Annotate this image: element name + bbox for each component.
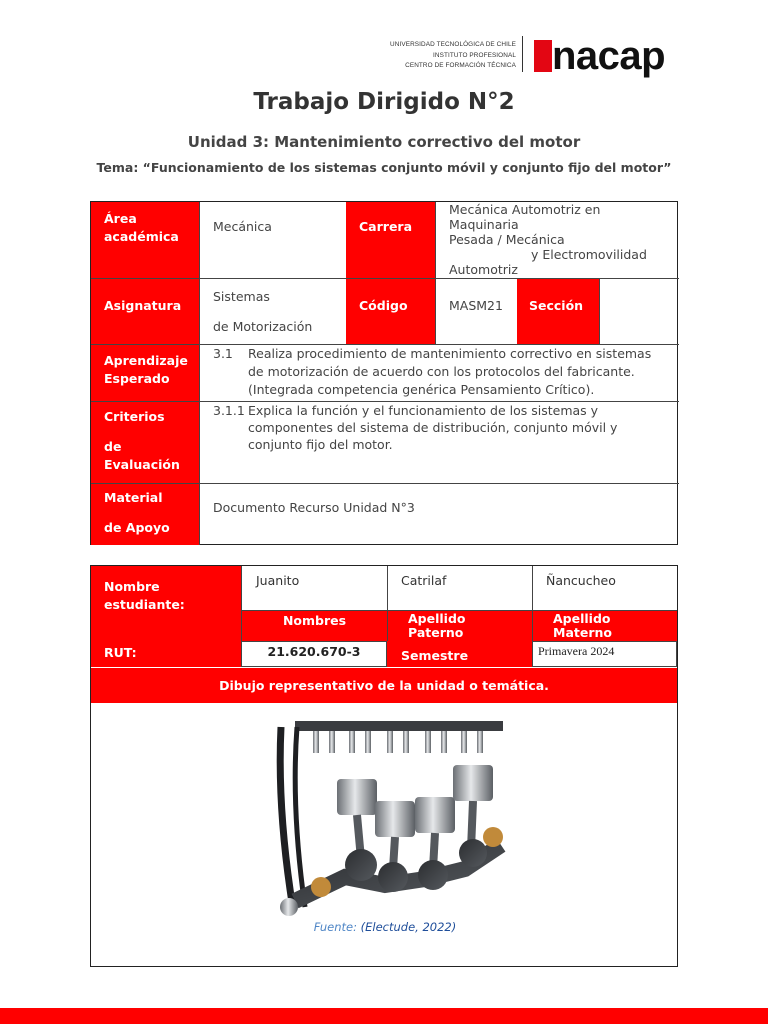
- carrera-value: Mecánica Automotriz en Maquinaria Pesada / Mecánica y Electromovilidad Automotriz: [435, 202, 678, 278]
- seccion-value: [599, 279, 678, 344]
- semestre-label: Semestre: [401, 648, 469, 663]
- apellido-materno-value: Ñancucheo: [532, 566, 677, 610]
- nombre-estudiante-label: Nombre estudiante:: [104, 579, 185, 612]
- area-value: Mecánica: [199, 202, 346, 278]
- table-row: [91, 402, 679, 484]
- codigo-value: MASM21: [435, 279, 517, 344]
- institution-names: UNIVERSIDAD TECNOLÓGICA DE CHILE INSTITUTO PROFESIONAL CENTRO DE FORMACIÓN TÉCNICA: [390, 41, 516, 69]
- aprendizaje-label: Aprendizaje Esperado: [91, 345, 199, 401]
- course-info-table: [90, 201, 678, 545]
- rut-label: RUT:: [104, 645, 137, 660]
- carrera-label: Carrera: [346, 202, 435, 278]
- logo-mark-icon: [534, 40, 552, 72]
- engine-illustration: [275, 719, 507, 917]
- nombres-header: Nombres: [241, 610, 387, 641]
- nombres-value: Juanito: [241, 566, 387, 610]
- semestre-value: Primavera 2024: [532, 641, 677, 667]
- image-caption: Fuente: (Electude, 2022): [313, 920, 457, 934]
- student-info-table: [90, 565, 678, 967]
- asignatura-label: Asignatura: [91, 279, 199, 344]
- seccion-label: Sección: [517, 279, 599, 344]
- criterios-label: Criterios de Evaluación: [91, 402, 199, 483]
- aprendizaje-value: 3.1 Realiza procedimiento de mantenimiento correctivo en sistemas de motorización de acuerdo con los protocolos del fabricante. (Integrada competencia genérica Pensamiento Crítico).: [199, 345, 678, 401]
- brand-wordmark: nacap: [552, 34, 666, 78]
- table-row: [91, 202, 679, 279]
- material-value: Documento Recurso Unidad N°3: [199, 484, 678, 545]
- table-row: [91, 484, 679, 545]
- page-title: Trabajo Dirigido N°2: [253, 89, 515, 115]
- codigo-label: Código: [346, 279, 435, 344]
- table-row: [91, 279, 679, 345]
- footer-bar: [0, 1008, 768, 1024]
- apellido-materno-header: Apellido Materno: [532, 610, 677, 641]
- institution-logo: [372, 36, 682, 82]
- rut-value: 21.620.670-3: [241, 641, 387, 667]
- table-row: [91, 345, 679, 402]
- apellido-paterno-header: Apellido Paterno: [387, 610, 532, 641]
- dibujo-header: Dibujo representativo de la unidad o temática.: [91, 667, 677, 703]
- engine-crankshaft-icon: [275, 719, 507, 917]
- criterios-value: 3.1.1 Explica la función y el funcionamiento de los sistemas y componentes del sistema de distribución, conjunto móvil y conjunto fijo del motor.: [199, 402, 678, 483]
- asignatura-value: Sistemas de Motorización: [199, 279, 346, 344]
- logo-divider: [522, 36, 523, 72]
- area-label-cell: Área académica: [91, 202, 199, 278]
- topic-line: Tema: “Funcionamiento de los sistemas conjunto móvil y conjunto fijo del motor”: [96, 160, 672, 175]
- material-label: Material de Apoyo: [91, 484, 199, 545]
- apellido-paterno-value: Catrilaf: [387, 566, 532, 610]
- unit-subtitle: Unidad 3: Mantenimiento correctivo del motor: [187, 133, 581, 151]
